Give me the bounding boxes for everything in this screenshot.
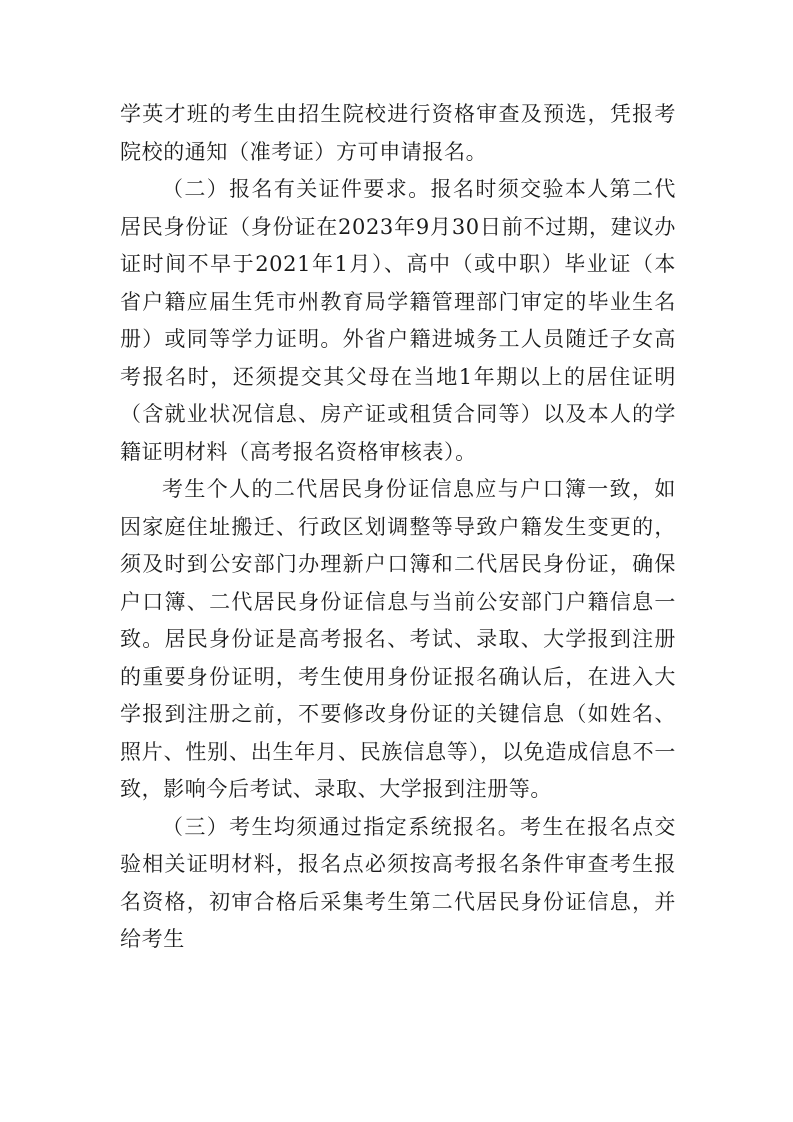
paragraph-id-requirements: （二）报名有关证件要求。报名时须交验本人第二代居民身份证（身份证在2023年9月30日前不过期，建议办证时间不早于2021年1月）、高中（或中职）毕业证（本省户籍应届生凭市州教育局学籍管理部门审定的毕业生名册）或同等学力证明。外省户籍进城务工人员随迁子女高考报名时，还须提交其父母在当地1年期以上的居住证明（含就业状况信息、房产证或租赁合同等）以及本人的学籍证明材料（高考报名资格审核表）。 (120, 177, 676, 464)
paragraph-system-registration: （三）考生均须通过指定系统报名。考生在报名点交验相关证明材料，报名点必须按高考报名条件审查考生报名资格，初审合格后采集考生第二代居民身份证信息，并给考生 (120, 814, 676, 951)
paragraph-id-consistency: 考生个人的二代居民身份证信息应与户口簿一致，如因家庭住址搬迁、行政区划调整等导致户籍发生变更的，须及时到公安部门办理新户口簿和二代居民身份证，确保户口簿、二代居民身份证信息与当前公安部门户籍信息一致。居民身份证是高考报名、考试、录取、大学报到注册的重要身份证明，考生使用身份证报名确认后，在进入大学报到注册之前，不要修改身份证的关键信息（如姓名、照片、性别、出生年月、民族信息等），以免造成信息不一致，影响今后考试、录取、大学报到注册等。 (120, 477, 676, 801)
document-body (120, 96, 676, 959)
paragraph-continuation: 学英才班的考生由招生院校进行资格审查及预选，凭报考院校的通知（准考证）方可申请报名。 (120, 102, 676, 164)
